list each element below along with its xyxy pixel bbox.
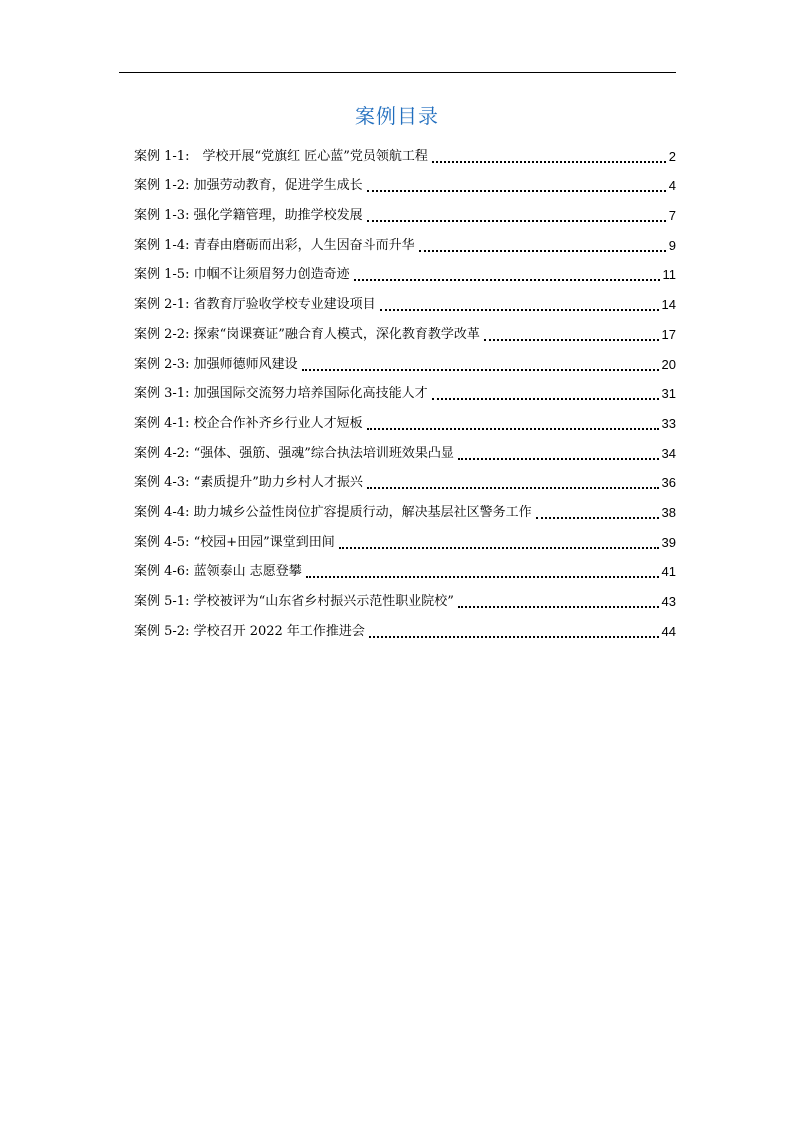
toc-entry[interactable] [134, 256, 676, 286]
toc-entry[interactable] [134, 582, 676, 612]
toc-page-number: 11 [662, 267, 676, 283]
toc-page-number: 9 [668, 237, 676, 253]
toc-entry-label: 案例 1-4: 青春由磨砺而出彩，人生因奋斗而升华 [134, 237, 415, 253]
toc-page-number: 2 [668, 148, 676, 164]
toc-entry-label: 案例 5-1: 学校被评为“山东省乡村振兴示范性职业院校” [134, 594, 454, 609]
toc-page-number: 44 [661, 623, 676, 639]
toc-leader-dots [369, 636, 659, 638]
toc-page-number: 14 [661, 297, 676, 313]
toc-entry-label: 案例 4-6: 蓝领泰山 志愿登攀 [134, 564, 302, 580]
toc-leader-dots [432, 161, 666, 163]
toc-page-number: 7 [668, 208, 676, 224]
toc-leader-dots [367, 220, 666, 222]
toc-entry-label: 案例 4-4: 助力城乡公益性岗位扩容提质行动，解决基层社区警务工作 [134, 504, 532, 520]
toc-page-number: 33 [661, 415, 676, 431]
toc-entry[interactable] [134, 137, 676, 167]
toc-page-number: 34 [661, 445, 676, 461]
toc-leader-dots [306, 576, 659, 578]
toc-entry[interactable] [134, 315, 676, 345]
toc-entry[interactable] [134, 345, 676, 375]
toc-entry[interactable] [134, 285, 676, 315]
toc-list [134, 137, 676, 642]
toc-leader-dots [367, 190, 666, 192]
toc-leader-dots [354, 279, 660, 281]
header-rule [119, 72, 676, 73]
toc-entry[interactable] [134, 434, 676, 464]
toc-page-number: 20 [661, 356, 676, 372]
toc-leader-dots [367, 487, 659, 489]
toc-page-number: 38 [661, 504, 676, 520]
toc-entry-label: 案例 4-1: 校企合作补齐乡行业人才短板 [134, 415, 363, 431]
toc-entry-label: 案例 4-2: “强体、强筋、强魂”综合执法培训班效果凸显 [134, 445, 454, 461]
toc-page-number: 4 [668, 178, 676, 194]
toc-entry-label: 案例 1-2: 加强劳动教育，促进学生成长 [134, 178, 363, 194]
toc-leader-dots [484, 339, 659, 341]
toc-entry-label: 案例 5-2: 学校召开 2022 年工作推进会 [134, 623, 365, 639]
toc-entry-label: 案例 2-1: 省教育厅验收学校专业建设项目 [134, 297, 376, 313]
toc-leader-dots [536, 517, 659, 519]
toc-entry-label: 案例 1-5: 巾帼不让须眉努力创造奇迹 [134, 267, 350, 283]
toc-entry-label: 案例 3-1: 加强国际交流努力培养国际化高技能人才 [134, 386, 428, 402]
toc-entry-label: 案例 2-3: 加强师德师风建设 [134, 356, 298, 372]
toc-entry[interactable] [134, 226, 676, 256]
toc-entry-label: 案例 1-1: 学校开展“党旗红 匠心蓝”党员领航工程 [134, 148, 428, 164]
toc-page-number: 43 [661, 594, 676, 609]
toc-title: 案例目录 [355, 104, 439, 128]
toc-leader-dots [419, 250, 666, 252]
toc-entry[interactable] [134, 404, 676, 434]
toc-leader-dots [432, 398, 659, 400]
toc-entry[interactable] [134, 167, 676, 197]
toc-entry-label: 案例 2-2: 探索“岗课赛证”融合育人模式，深化教育教学改革 [134, 326, 480, 342]
toc-leader-dots [302, 369, 659, 371]
toc-entry[interactable] [134, 523, 676, 553]
toc-page-number: 36 [661, 475, 676, 491]
toc-leader-dots [380, 309, 659, 311]
toc-entry-label: 案例 1-3: 强化学籍管理，助推学校发展 [134, 208, 363, 224]
toc-page-number: 31 [661, 386, 676, 402]
toc-leader-dots [458, 606, 659, 608]
toc-leader-dots [458, 458, 659, 460]
toc-entry-label: 案例 4-3: “素质提升”助力乡村人才振兴 [134, 475, 363, 491]
toc-leader-dots [367, 428, 659, 430]
toc-page-number: 41 [661, 564, 676, 580]
toc-entry[interactable] [134, 196, 676, 226]
toc-entry-label: 案例 4-5: “校园+田园”课堂到田间 [134, 534, 335, 550]
toc-page-number: 17 [661, 326, 676, 342]
toc-entry[interactable] [134, 464, 676, 494]
toc-entry[interactable] [134, 375, 676, 405]
toc-entry[interactable] [134, 493, 676, 523]
toc-page-number: 39 [661, 534, 676, 550]
toc-entry[interactable] [134, 553, 676, 583]
toc-leader-dots [339, 547, 659, 549]
toc-entry[interactable] [134, 612, 676, 642]
